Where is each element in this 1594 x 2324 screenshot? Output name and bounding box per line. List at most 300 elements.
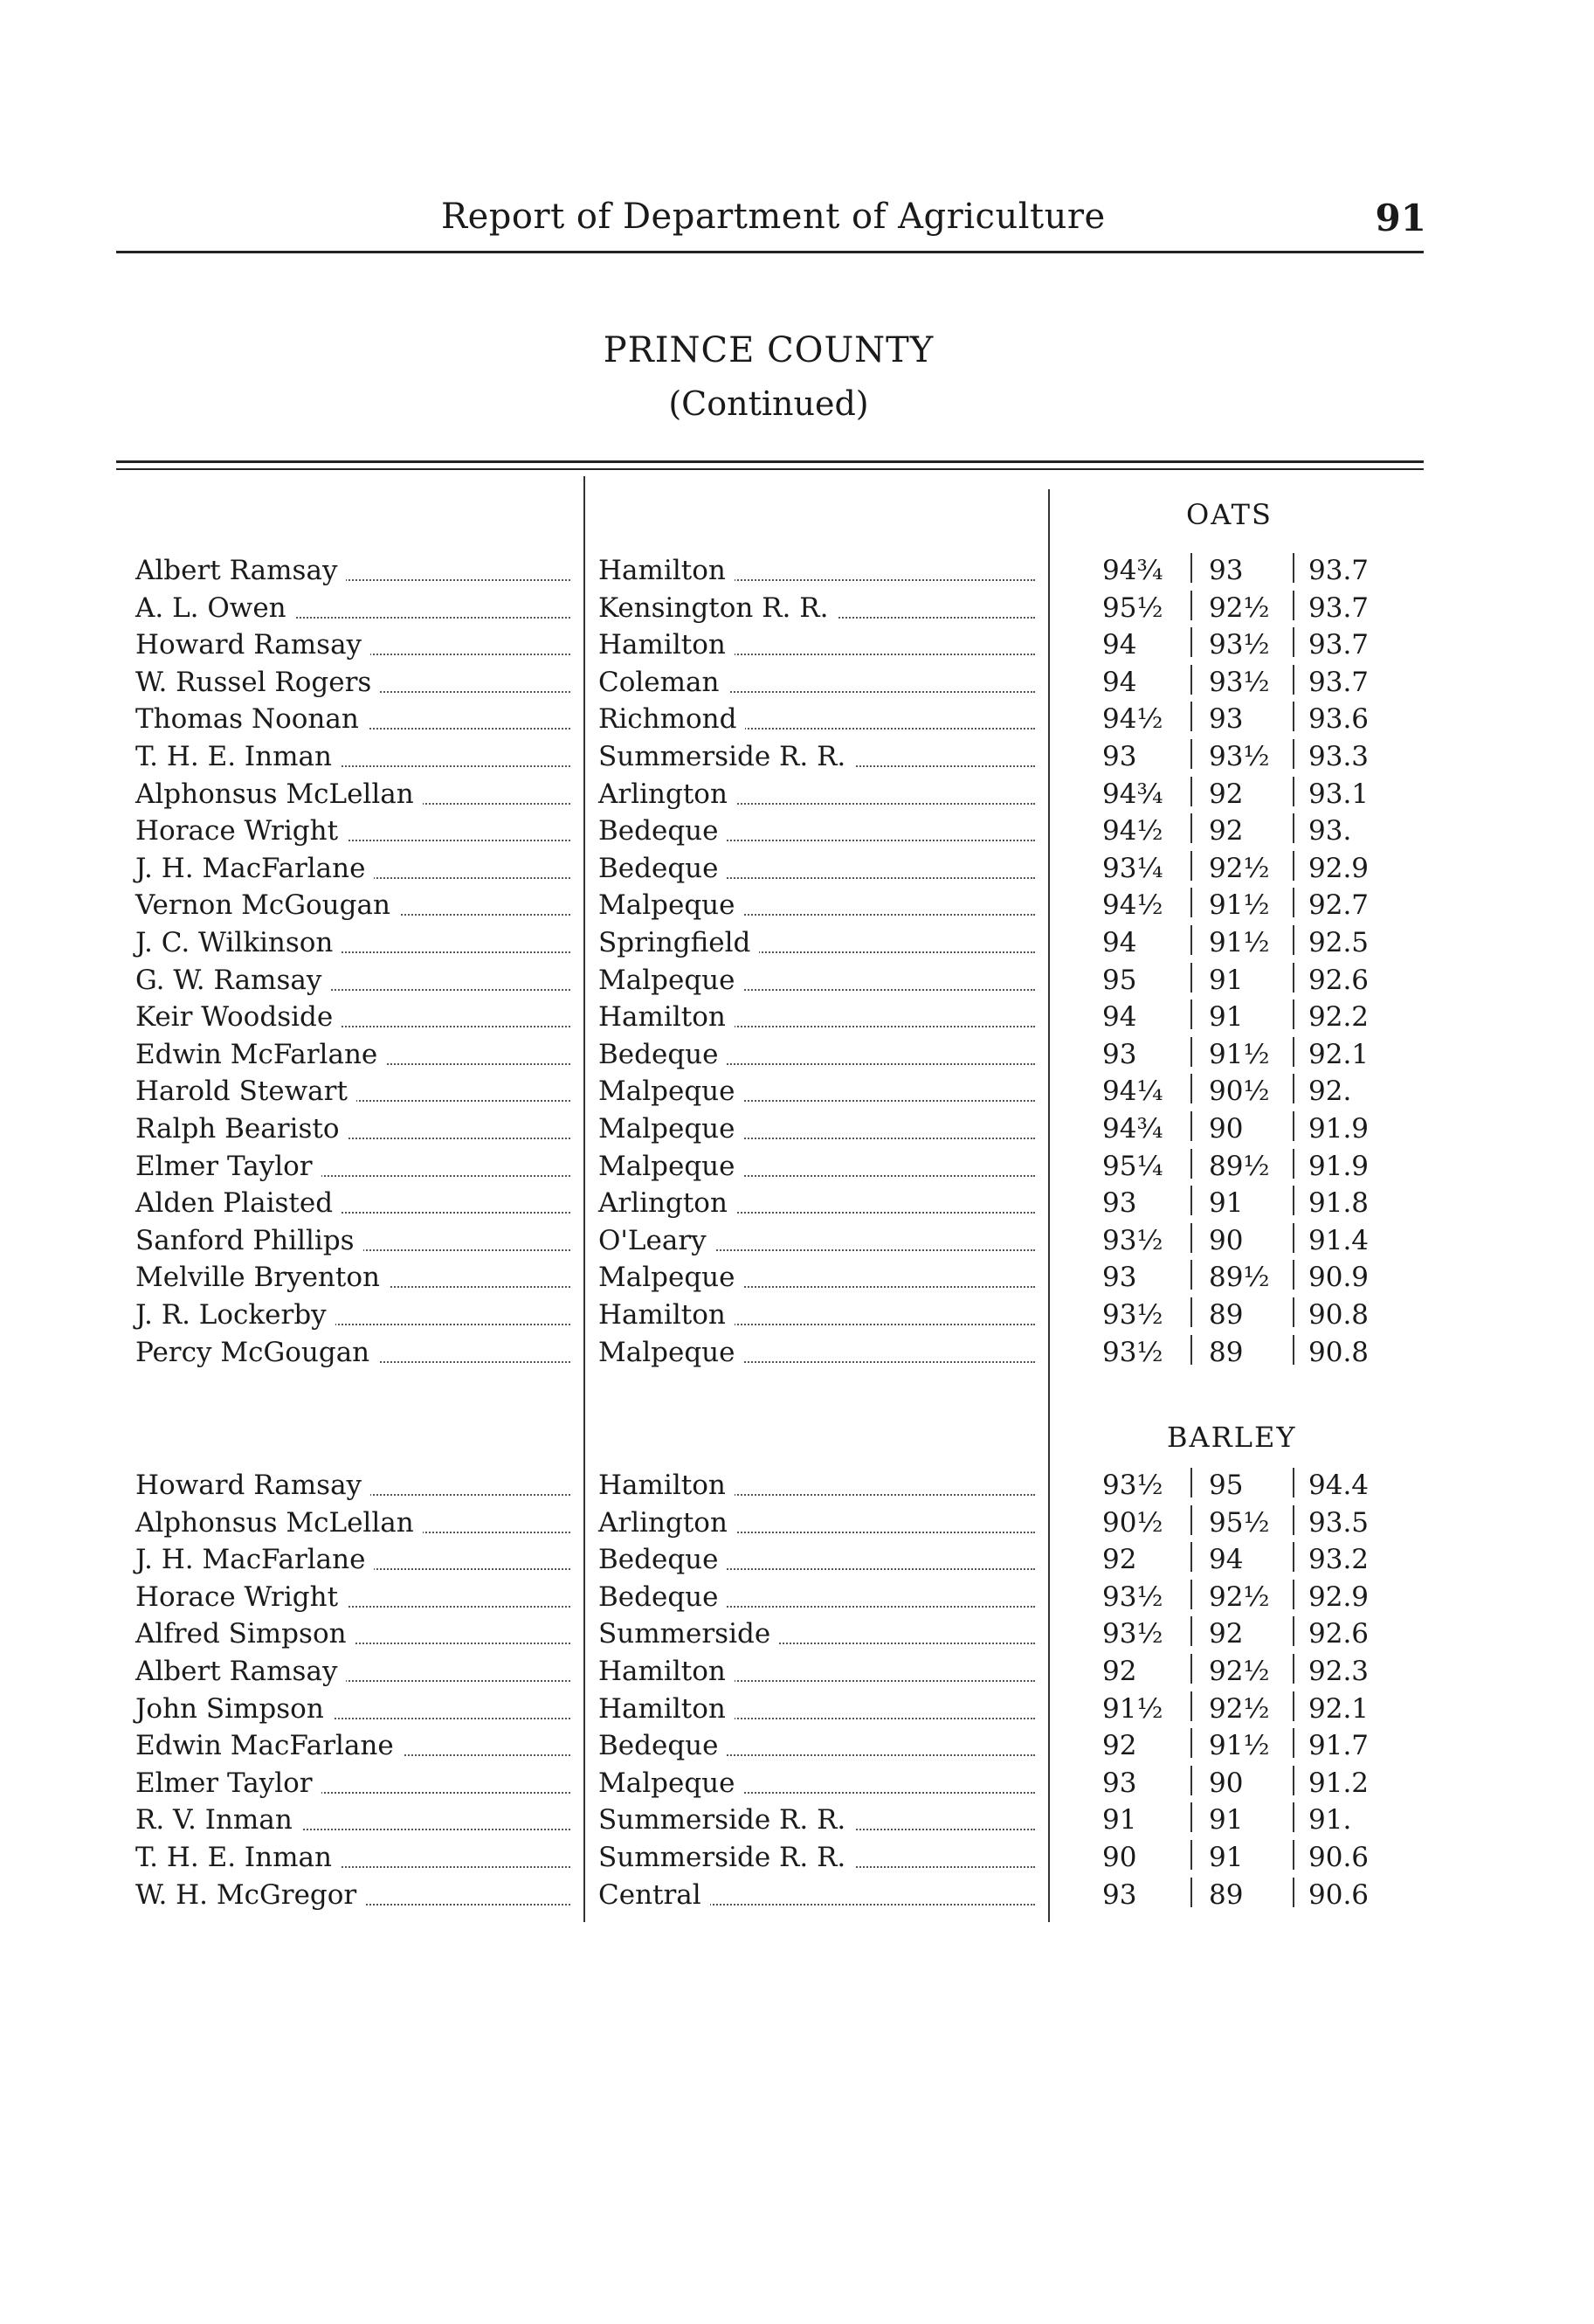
score-1: 93: [1102, 1878, 1137, 1911]
grower-location: Summerside R. R.: [598, 1804, 854, 1836]
grower-location: Malpeque: [598, 1076, 743, 1107]
grower-name: J. C. Wilkinson: [135, 927, 342, 958]
score-separator: [1190, 1297, 1192, 1327]
grower-name: Harold Stewart: [135, 1076, 356, 1107]
final-score: 92.3: [1308, 1656, 1370, 1687]
score-2: 90½: [1209, 1076, 1270, 1108]
leader-dots: [598, 703, 1035, 736]
final-score: 92.: [1308, 1076, 1352, 1108]
barley-row: [0, 1842, 1594, 1878]
leader-dots: [598, 1038, 1035, 1070]
leader-dots: [598, 555, 1035, 586]
leader-dots: [598, 1618, 1035, 1650]
oats-row: [0, 555, 1594, 591]
score-separator: [1293, 627, 1294, 657]
final-score: 90.8: [1308, 1336, 1370, 1368]
leader-dots: [598, 666, 1035, 698]
score-separator: [1190, 963, 1192, 993]
final-score: 90.6: [1308, 1878, 1370, 1911]
score-separator: [1293, 1878, 1294, 1907]
grower-name: J. H. MacFarlane: [135, 853, 374, 884]
leader-dots: [598, 1580, 1035, 1613]
score-1: 94: [1102, 1001, 1137, 1034]
score-separator: [1190, 925, 1192, 955]
leader-dots: [135, 927, 570, 958]
score-separator: [1293, 591, 1294, 620]
leader-dots: [598, 1076, 1035, 1108]
score-2: 92½: [1209, 1580, 1270, 1613]
leader-dots: [135, 1187, 570, 1220]
leader-dots: [598, 1804, 1035, 1836]
leader-dots: [598, 1336, 1035, 1368]
grower-name: Edwin McFarlane: [135, 1039, 386, 1070]
leader-dots: [135, 1224, 570, 1256]
leader-dots: [135, 555, 570, 586]
table-top-rule-double: [116, 468, 1424, 470]
score-2: 91½: [1209, 1730, 1270, 1762]
score-separator: [1190, 1505, 1192, 1535]
score-separator: [1190, 1186, 1192, 1215]
final-score: 91.7: [1308, 1730, 1370, 1762]
leader-dots: [135, 1878, 570, 1911]
score-separator: [1293, 1728, 1294, 1758]
final-score: 91.4: [1308, 1224, 1370, 1256]
score-separator: [1293, 1766, 1294, 1795]
grower-location: Hamilton: [598, 1470, 735, 1501]
leader-dots: [135, 1299, 570, 1331]
page-number: 91: [1375, 197, 1426, 239]
grower-name: Horace Wright: [135, 815, 347, 847]
score-1: 92: [1102, 1730, 1137, 1762]
oats-row: [0, 703, 1594, 740]
score-separator: [1190, 1691, 1192, 1721]
grower-name: W. Russel Rogers: [135, 667, 380, 698]
barley-row: [0, 1618, 1594, 1655]
score-separator: [1190, 1728, 1192, 1758]
leader-dots: [135, 852, 570, 884]
grower-location: Springfield: [598, 927, 759, 958]
leader-dots: [598, 1842, 1035, 1873]
score-1: 94½: [1102, 703, 1163, 736]
leader-dots: [135, 1618, 570, 1650]
score-2: 92: [1209, 778, 1244, 810]
score-2: 89½: [1209, 1262, 1270, 1294]
oats-row: [0, 1001, 1594, 1038]
final-score: 91.: [1308, 1804, 1352, 1836]
final-score: 93.2: [1308, 1544, 1370, 1576]
score-2: 93: [1209, 703, 1244, 736]
final-score: 93.3: [1308, 741, 1370, 772]
score-1: 93½: [1102, 1618, 1163, 1650]
barley-row: [0, 1730, 1594, 1767]
score-1: 90: [1102, 1842, 1137, 1873]
leader-dots: [598, 778, 1035, 810]
score-2: 95: [1209, 1470, 1244, 1501]
oats-row: [0, 889, 1594, 926]
score-separator: [1190, 1223, 1192, 1253]
report-title: Report of Department of Agriculture: [441, 197, 1106, 237]
grower-name: R. V. Inman: [135, 1804, 301, 1836]
final-score: 93.7: [1308, 591, 1370, 624]
score-separator: [1293, 963, 1294, 993]
score-separator: [1190, 591, 1192, 620]
leader-dots: [598, 815, 1035, 847]
barley-row: [0, 1879, 1594, 1916]
score-1: 94: [1102, 927, 1137, 958]
oats-row: [0, 592, 1594, 629]
leader-dots: [135, 1692, 570, 1725]
grower-name: T. H. E. Inman: [135, 741, 341, 772]
grower-name: Elmer Taylor: [135, 1151, 321, 1182]
final-score: 92.6: [1308, 1618, 1370, 1650]
oats-row: [0, 1187, 1594, 1224]
score-separator: [1293, 1616, 1294, 1646]
leader-dots: [598, 591, 1035, 624]
grower-name: Keir Woodside: [135, 1001, 342, 1033]
grower-location: Malpeque: [598, 965, 743, 996]
score-1: 93: [1102, 741, 1137, 772]
grower-name: J. R. Lockerby: [135, 1299, 335, 1331]
barley-row: [0, 1656, 1594, 1692]
grower-name: Albert Ramsay: [135, 1656, 346, 1687]
score-2: 91: [1209, 1187, 1244, 1220]
grower-location: Malpeque: [598, 1262, 743, 1293]
leader-dots: [598, 889, 1035, 922]
score-separator: [1190, 1335, 1192, 1365]
continued-label: (Continued): [668, 384, 869, 423]
oats-row: [0, 778, 1594, 815]
leader-dots: [135, 591, 570, 624]
oats-row: [0, 1039, 1594, 1076]
score-1: 93½: [1102, 1224, 1163, 1256]
leader-dots: [598, 964, 1035, 996]
final-score: 92.9: [1308, 852, 1370, 884]
final-score: 90.6: [1308, 1842, 1370, 1873]
oats-row: [0, 1151, 1594, 1187]
score-separator: [1190, 665, 1192, 695]
final-score: 93.6: [1308, 703, 1370, 736]
leader-dots: [598, 1878, 1035, 1911]
grower-location: Malpeque: [598, 1767, 743, 1799]
score-separator: [1293, 1111, 1294, 1141]
score-1: 93: [1102, 1262, 1137, 1294]
grower-location: Hamilton: [598, 555, 735, 586]
leader-dots: [135, 629, 570, 661]
score-2: 92½: [1209, 591, 1270, 624]
score-separator: [1190, 888, 1192, 917]
leader-dots: [135, 1544, 570, 1576]
oats-row: [0, 965, 1594, 1001]
final-score: 92.7: [1308, 889, 1370, 922]
score-separator: [1190, 777, 1192, 806]
final-score: 93.7: [1308, 555, 1370, 586]
score-2: 90: [1209, 1113, 1244, 1145]
final-score: 91.9: [1308, 1113, 1370, 1145]
grower-name: J. H. MacFarlane: [135, 1544, 374, 1575]
oats-row: [0, 853, 1594, 889]
score-separator: [1190, 1037, 1192, 1067]
final-score: 91.9: [1308, 1150, 1370, 1182]
leader-dots: [135, 1262, 570, 1294]
county-title: PRINCE COUNTY: [603, 330, 935, 370]
score-1: 94½: [1102, 815, 1163, 847]
leader-dots: [135, 1001, 570, 1034]
leader-dots: [598, 1656, 1035, 1687]
oats-row: [0, 815, 1594, 852]
score-1: 93½: [1102, 1299, 1163, 1331]
oats-row: [0, 1076, 1594, 1112]
score-2: 93½: [1209, 666, 1270, 698]
score-separator: [1190, 1074, 1192, 1103]
grower-location: Arlington: [598, 1507, 736, 1539]
score-2: 91½: [1209, 1038, 1270, 1070]
grower-name: G. W. Ramsay: [135, 965, 330, 996]
score-separator: [1190, 851, 1192, 881]
oats-row: [0, 741, 1594, 778]
score-separator: [1293, 888, 1294, 917]
score-separator: [1293, 1505, 1294, 1535]
grower-location: Bedeque: [598, 815, 727, 847]
barley-row: [0, 1804, 1594, 1841]
leader-dots: [598, 852, 1035, 884]
grower-location: Bedeque: [598, 1581, 727, 1613]
score-2: 95½: [1209, 1506, 1270, 1539]
score-separator: [1293, 1654, 1294, 1684]
score-separator: [1293, 1260, 1294, 1290]
score-1: 93½: [1102, 1336, 1163, 1368]
final-score: 93.7: [1308, 666, 1370, 698]
oats-row: [0, 1225, 1594, 1262]
score-separator: [1293, 1223, 1294, 1253]
grower-name: Percy McGougan: [135, 1337, 378, 1368]
score-1: 94¾: [1102, 1113, 1163, 1145]
grower-location: Bedeque: [598, 1544, 727, 1575]
score-1: 93: [1102, 1767, 1137, 1799]
score-separator: [1190, 1149, 1192, 1179]
final-score: 92.5: [1308, 927, 1370, 958]
page-header: [116, 186, 1426, 247]
leader-dots: [135, 1113, 570, 1145]
leader-dots: [135, 1804, 570, 1836]
score-separator: [1293, 1580, 1294, 1609]
leader-dots: [598, 1299, 1035, 1331]
leader-dots: [598, 1544, 1035, 1576]
final-score: 93.7: [1308, 629, 1370, 661]
score-separator: [1293, 1691, 1294, 1721]
grower-location: Bedeque: [598, 853, 727, 884]
score-separator: [1190, 1580, 1192, 1609]
leader-dots: [135, 703, 570, 736]
oats-row: [0, 927, 1594, 964]
grower-name: Alfred Simpson: [135, 1618, 355, 1650]
grower-name: Howard Ramsay: [135, 629, 370, 661]
leader-dots: [135, 1038, 570, 1070]
score-separator: [1293, 553, 1294, 583]
score-separator: [1293, 665, 1294, 695]
barley-row: [0, 1767, 1594, 1804]
grower-location: Kensington R. R.: [598, 592, 837, 624]
final-score: 93.5: [1308, 1506, 1370, 1539]
score-separator: [1190, 1111, 1192, 1141]
leader-dots: [598, 1113, 1035, 1145]
score-separator: [1190, 1542, 1192, 1572]
grower-location: O'Leary: [598, 1225, 715, 1256]
grower-location: Hamilton: [598, 1693, 735, 1725]
grower-location: Richmond: [598, 703, 745, 735]
grower-name: T. H. E. Inman: [135, 1842, 341, 1873]
leader-dots: [135, 666, 570, 698]
score-separator: [1293, 925, 1294, 955]
leader-dots: [598, 1262, 1035, 1294]
score-separator: [1293, 813, 1294, 843]
score-1: 94¾: [1102, 778, 1163, 810]
grower-location: Malpeque: [598, 1113, 743, 1145]
score-separator: [1190, 1616, 1192, 1646]
score-1: 93½: [1102, 1470, 1163, 1501]
final-score: 91.8: [1308, 1187, 1370, 1220]
final-score: 92.2: [1308, 1001, 1370, 1034]
leader-dots: [598, 1150, 1035, 1182]
score-1: 94¼: [1102, 1076, 1163, 1108]
score-separator: [1190, 739, 1192, 769]
score-1: 95½: [1102, 591, 1163, 624]
grower-name: Alden Plaisted: [135, 1187, 342, 1219]
grower-name: John Simpson: [135, 1693, 333, 1725]
score-separator: [1190, 1802, 1192, 1832]
grower-location: Coleman: [598, 667, 728, 698]
grower-name: Alphonsus McLellan: [135, 778, 423, 810]
oats-row: [0, 629, 1594, 666]
score-1: 91½: [1102, 1692, 1163, 1725]
grower-name: Alphonsus McLellan: [135, 1507, 423, 1539]
score-separator: [1293, 1335, 1294, 1365]
score-2: 92: [1209, 815, 1244, 847]
barley-section-label: BARLEY: [1167, 1421, 1297, 1454]
score-1: 90½: [1102, 1506, 1163, 1539]
score-separator: [1293, 1186, 1294, 1215]
score-separator: [1293, 777, 1294, 806]
score-separator: [1190, 627, 1192, 657]
score-separator: [1293, 999, 1294, 1029]
grower-name: Edwin MacFarlane: [135, 1730, 403, 1761]
final-score: 94.4: [1308, 1470, 1370, 1501]
score-1: 93: [1102, 1038, 1137, 1070]
score-2: 91: [1209, 1804, 1244, 1836]
score-1: 93: [1102, 1187, 1137, 1220]
final-score: 93.1: [1308, 778, 1370, 810]
oats-row: [0, 667, 1594, 703]
oats-section-label: OATS: [1186, 498, 1273, 531]
grower-location: Malpeque: [598, 1151, 743, 1182]
grower-location: Hamilton: [598, 1299, 735, 1331]
score-separator: [1190, 1878, 1192, 1907]
barley-row: [0, 1581, 1594, 1618]
score-separator: [1190, 813, 1192, 843]
leader-dots: [135, 1580, 570, 1613]
leader-dots: [135, 1150, 570, 1182]
leader-dots: [135, 1470, 570, 1501]
score-separator: [1293, 1468, 1294, 1497]
score-2: 91½: [1209, 889, 1270, 922]
leader-dots: [598, 741, 1035, 772]
grower-name: Howard Ramsay: [135, 1470, 370, 1501]
grower-name: Sanford Phillips: [135, 1225, 363, 1256]
score-separator: [1293, 1149, 1294, 1179]
grower-location: Hamilton: [598, 1656, 735, 1687]
score-separator: [1293, 1542, 1294, 1572]
score-1: 94: [1102, 666, 1137, 698]
score-1: 95¼: [1102, 1150, 1163, 1182]
oats-row: [0, 1113, 1594, 1150]
final-score: 92.1: [1308, 1038, 1370, 1070]
score-2: 94: [1209, 1544, 1244, 1576]
score-1: 91: [1102, 1804, 1137, 1836]
score-1: 93¼: [1102, 852, 1163, 884]
grower-name: A. L. Owen: [135, 592, 295, 624]
grower-location: Summerside R. R.: [598, 1842, 854, 1873]
score-separator: [1293, 739, 1294, 769]
score-separator: [1293, 1297, 1294, 1327]
final-score: 92.9: [1308, 1580, 1370, 1613]
score-1: 94: [1102, 629, 1137, 661]
score-2: 89: [1209, 1878, 1244, 1911]
score-separator: [1190, 1766, 1192, 1795]
leader-dots: [598, 629, 1035, 661]
leader-dots: [135, 1656, 570, 1687]
score-1: 92: [1102, 1544, 1137, 1576]
final-score: 92.6: [1308, 964, 1370, 996]
score-2: 91: [1209, 1842, 1244, 1873]
score-2: 92: [1209, 1618, 1244, 1650]
leader-dots: [598, 1001, 1035, 1034]
leader-dots: [598, 1767, 1035, 1799]
grower-location: Hamilton: [598, 629, 735, 661]
grower-name: W. H. McGregor: [135, 1879, 365, 1911]
score-2: 90: [1209, 1224, 1244, 1256]
leader-dots: [598, 1187, 1035, 1220]
score-separator: [1190, 702, 1192, 731]
score-1: 94½: [1102, 889, 1163, 922]
score-separator: [1190, 1468, 1192, 1497]
leader-dots: [135, 1842, 570, 1873]
leader-dots: [135, 1076, 570, 1108]
score-2: 93½: [1209, 741, 1270, 772]
grower-name: Melville Bryenton: [135, 1262, 389, 1293]
score-1: 94¾: [1102, 555, 1163, 586]
leader-dots: [598, 1506, 1035, 1539]
score-2: 92½: [1209, 1656, 1270, 1687]
grower-name: Albert Ramsay: [135, 555, 346, 586]
score-2: 91: [1209, 1001, 1244, 1034]
leader-dots: [598, 1730, 1035, 1762]
barley-row: [0, 1470, 1594, 1506]
score-2: 89½: [1209, 1150, 1270, 1182]
leader-dots: [598, 927, 1035, 958]
grower-name: Thomas Noonan: [135, 703, 368, 735]
score-2: 89: [1209, 1336, 1244, 1368]
leader-dots: [598, 1470, 1035, 1501]
score-2: 91: [1209, 964, 1244, 996]
leader-dots: [135, 815, 570, 847]
grower-name: Horace Wright: [135, 1581, 347, 1613]
barley-row: [0, 1693, 1594, 1730]
score-2: 89: [1209, 1299, 1244, 1331]
score-2: 90: [1209, 1767, 1244, 1799]
leader-dots: [135, 778, 570, 810]
grower-location: Summerside R. R.: [598, 741, 854, 772]
grower-location: Bedeque: [598, 1730, 727, 1761]
leader-dots: [135, 1730, 570, 1762]
